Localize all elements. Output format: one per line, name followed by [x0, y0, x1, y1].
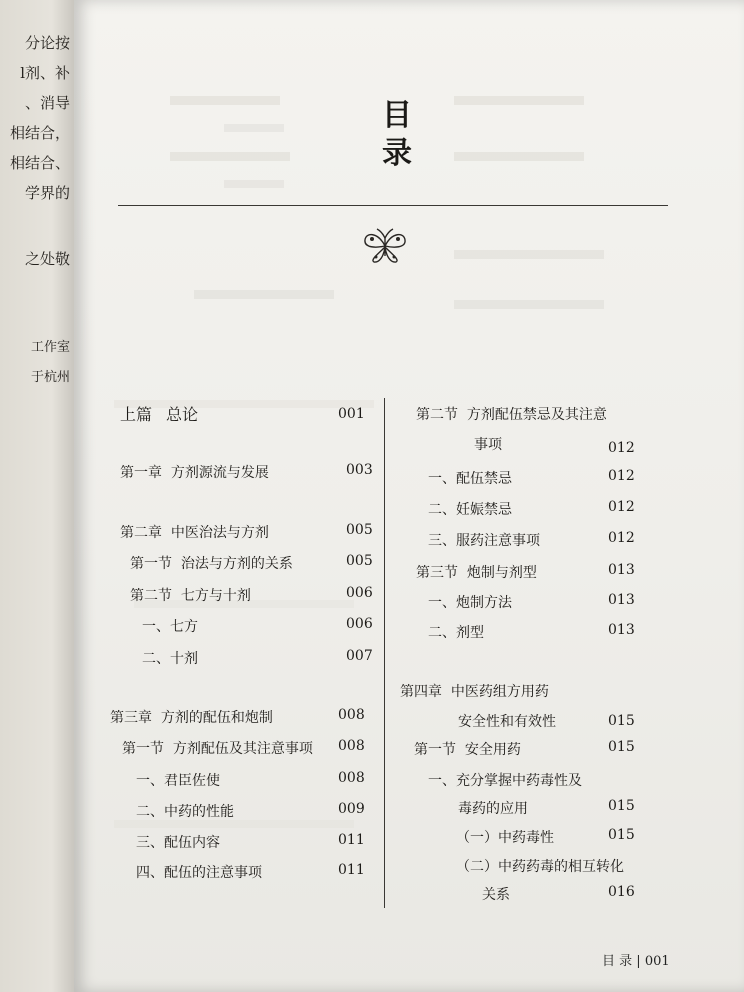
- toc-entry-subsection[interactable]: [136, 770, 220, 790]
- toc-entry-number: 第三章: [110, 710, 152, 726]
- prev-page-text: l剂、补: [20, 64, 70, 82]
- toc-entry-subsection[interactable]: [142, 648, 198, 668]
- toc-entry-label: （二）中药药毒的相互转化: [456, 859, 624, 875]
- toc-entry-section[interactable]: [130, 585, 251, 605]
- toc-entry-label: 二、剂型: [428, 625, 484, 641]
- prev-page-text: 工作室: [30, 340, 70, 355]
- prev-page-text: 相结合，: [9, 124, 70, 142]
- footer-section: 目 录: [602, 954, 633, 969]
- toc-entry-subsection[interactable]: [136, 862, 262, 882]
- toc-entry-section[interactable]: [416, 404, 607, 424]
- title-rule: [118, 205, 668, 206]
- toc-entry-subsection[interactable]: [142, 616, 198, 636]
- toc-entry-page: 011: [338, 832, 365, 848]
- toc-entry-subsection[interactable]: [136, 801, 234, 821]
- toc-entry-page: 005: [346, 522, 373, 538]
- toc-entry-number: 第二章: [120, 525, 162, 541]
- toc-entry-page: 013: [608, 592, 635, 608]
- toc-entry-subsection[interactable]: [136, 832, 220, 852]
- toc-entry-label: 七方与十剂: [180, 588, 251, 604]
- toc-entry-page: 007: [346, 648, 373, 664]
- toc-entry-label: 四、配伍的注意事项: [136, 865, 262, 881]
- toc-entry-number: 第一章: [120, 465, 162, 481]
- toc-entry-number: 第四章: [400, 684, 442, 700]
- toc-entry-label: （一）中药毒性: [456, 830, 554, 846]
- toc-entry-page: 015: [608, 798, 635, 814]
- toc-entry-label: 一、炮制方法: [428, 595, 512, 611]
- toc-entry-subsection[interactable]: [428, 468, 512, 488]
- toc-entry-page: 006: [346, 616, 373, 632]
- toc-entry-number: 第二节: [130, 588, 172, 604]
- toc-entry-number: 第二节: [416, 407, 458, 423]
- prev-page-text: 之处敬: [24, 250, 70, 268]
- prev-page-text: 于杭州: [30, 370, 70, 385]
- toc-entry-label: 方剂配伍及其注意事项: [172, 741, 313, 757]
- toc-entry-page: 011: [338, 862, 365, 878]
- toc-entry-number: 上篇: [120, 405, 153, 424]
- footer-separator: |: [636, 954, 641, 969]
- toc-entry-page: 001: [338, 406, 365, 422]
- toc-title: 目: [382, 98, 412, 133]
- toc-entry-page: 008: [338, 770, 365, 786]
- prev-page-text: 相结合、: [9, 154, 70, 172]
- toc-entry-label-cont: 关系: [482, 887, 510, 903]
- toc-entry-page: 012: [608, 530, 635, 546]
- toc-entry-page: 008: [338, 707, 365, 723]
- toc-entry-label-cont: 事项: [474, 437, 502, 453]
- footer-page-number: 001: [644, 954, 670, 969]
- toc-entry-number: 第一节: [414, 742, 456, 758]
- toc-entry-page: 012: [608, 440, 635, 456]
- toc-entry-page: 015: [608, 713, 635, 729]
- toc-entry-number: 第三节: [416, 565, 458, 581]
- toc-entry-page: 006: [346, 585, 373, 601]
- toc-entry-subsubsection[interactable]: [456, 856, 624, 876]
- toc-entry-page: 016: [608, 884, 635, 900]
- toc-entry-page: 012: [608, 499, 635, 515]
- toc-entry-number: 第一节: [130, 556, 172, 572]
- toc-entry-chapter[interactable]: [400, 681, 549, 701]
- toc-page: [74, 0, 744, 992]
- toc-entry-label: 中医药组方用药: [450, 684, 549, 700]
- toc-entry-page: 003: [346, 462, 373, 478]
- toc-entry-chapter[interactable]: [120, 462, 269, 482]
- toc-entry-label-cont: 安全性和有效性: [458, 714, 556, 730]
- toc-entry-section[interactable]: [414, 739, 521, 759]
- previous-page: [0, 0, 74, 992]
- prev-page-text: 分论按: [24, 34, 70, 52]
- toc-entry-page: 013: [608, 562, 635, 578]
- toc-entry-section[interactable]: [416, 562, 537, 582]
- toc-title: 录: [382, 136, 412, 171]
- page-footer: [602, 950, 670, 969]
- toc-entry-label: 一、充分掌握中药毒性及: [428, 773, 582, 789]
- butterfly-ornament-icon: [360, 226, 410, 266]
- toc-entry-label: 一、七方: [142, 619, 198, 635]
- toc-entry-page: 005: [346, 553, 373, 569]
- toc-entry-label: 二、中药的性能: [136, 804, 234, 820]
- toc-entry-label: 二、妊娠禁忌: [428, 502, 512, 518]
- toc-entry-label: 治法与方剂的关系: [180, 556, 293, 572]
- toc-entry-label: 三、服药注意事项: [428, 533, 540, 549]
- toc-entry-subsection[interactable]: [428, 592, 512, 612]
- toc-entry-subsection[interactable]: [428, 622, 484, 642]
- toc-entry-chapter[interactable]: [110, 707, 273, 727]
- toc-entry-page: 013: [608, 622, 635, 638]
- toc-entry-label: 总论: [166, 405, 199, 424]
- toc-entry-part[interactable]: [120, 402, 198, 425]
- toc-entry-subsection[interactable]: [428, 770, 582, 790]
- toc-entry-label: 炮制与剂型: [466, 565, 537, 581]
- toc-entry-page: 009: [338, 801, 365, 817]
- toc-entry-page: 015: [608, 739, 635, 755]
- column-divider: [384, 398, 385, 908]
- toc-entry-chapter[interactable]: [120, 522, 269, 542]
- toc-entry-label: 方剂配伍禁忌及其注意: [466, 407, 607, 423]
- toc-entry-label: 方剂源流与发展: [170, 465, 269, 481]
- toc-entry-page: 008: [338, 738, 365, 754]
- toc-entry-label: 一、配伍禁忌: [428, 471, 512, 487]
- toc-entry-label-cont: 毒药的应用: [458, 801, 528, 817]
- prev-page-text: 学界的: [24, 184, 70, 202]
- toc-entry-subsection[interactable]: [428, 499, 512, 519]
- toc-entry-label: 三、配伍内容: [136, 835, 220, 851]
- toc-entry-subsubsection[interactable]: [456, 827, 554, 847]
- toc-entry-label: 方剂的配伍和炮制: [160, 710, 273, 726]
- toc-entry-label: 一、君臣佐使: [136, 773, 220, 789]
- toc-entry-label: 安全用药: [464, 742, 521, 758]
- toc-entry-page: 015: [608, 827, 635, 843]
- toc-entry-number: 第一节: [122, 741, 164, 757]
- toc-entry-section[interactable]: [122, 738, 313, 758]
- toc-entry-label: 二、十剂: [142, 651, 198, 667]
- toc-entry-subsection[interactable]: [428, 530, 540, 550]
- prev-page-text: 、消导: [24, 94, 70, 112]
- toc-entry-section[interactable]: [130, 553, 293, 573]
- toc-entry-page: 012: [608, 468, 635, 484]
- toc-entry-label: 中医治法与方剂: [170, 525, 269, 541]
